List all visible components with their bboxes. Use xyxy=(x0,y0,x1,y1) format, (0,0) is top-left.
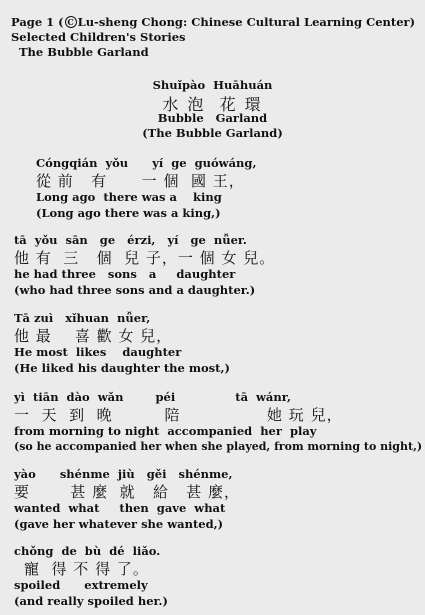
verse-1-gloss: Long ago there was a king xyxy=(36,190,222,204)
copyright-icon: C xyxy=(65,16,77,28)
verse-4-gloss: from morning to night accompanied her play xyxy=(14,424,317,438)
verse-1-chinese: 從 前 有 一 個 國 王， xyxy=(36,172,245,190)
verse-2-pinyin: tā yǒu sān ge érzi, yí ge nǚer. xyxy=(14,233,247,247)
verse-2-translation: (who had three sons and a daughter.) xyxy=(14,283,256,297)
verse-4-pinyin: yì tiān dào wǎn péi tā wánr, xyxy=(14,390,291,404)
story-title-header: The Bubble Garland xyxy=(19,45,149,59)
verse-6-chinese: 寵 得 不 得 了。 xyxy=(24,560,149,578)
verse-3-gloss: He most likes daughter xyxy=(14,345,182,359)
verse-3-translation: (He liked his daughter the most,) xyxy=(14,361,230,375)
verse-6-gloss: spoiled extremely xyxy=(14,578,148,592)
verse-2-gloss: he had three sons a daughter xyxy=(14,267,236,281)
verse-5-translation: (gave her whatever she wanted,) xyxy=(14,517,224,531)
page-label: Page 1 ( xyxy=(11,15,64,29)
collection-title: Selected Children's Stories xyxy=(11,30,186,44)
verse-1-translation: (Long ago there was a king,) xyxy=(36,206,221,220)
verse-1-pinyin: Cóngqián yǒu yí ge guówáng, xyxy=(36,156,257,170)
verse-4-chinese: 一 天 到 晚 陪 她 玩 兒， xyxy=(14,406,343,424)
title-translation: (The Bubble Garland) xyxy=(142,126,283,140)
title-english: Bubble Garland xyxy=(157,111,268,125)
verse-3-pinyin: Tā zuì xǐhuan nǚer, xyxy=(14,311,151,325)
author-center: Lu-sheng Chong: Chinese Cultural Learning Center) xyxy=(77,15,416,29)
title-chinese: 水 泡 花 環 xyxy=(162,95,263,114)
verse-5-gloss: wanted what then gave what xyxy=(14,501,226,515)
verse-4-translation: (so he accompanied her when she played, from morning to night,) xyxy=(14,440,423,453)
page-header-line xyxy=(11,15,415,29)
verse-5-chinese: 要 甚 麼 就 給 甚 麼， xyxy=(14,483,241,501)
verse-6-pinyin: chǒng de bù dé liǎo. xyxy=(14,544,161,558)
verse-6-translation: (and really spoiled her.) xyxy=(14,594,168,608)
verse-5-pinyin: yào shénme jiù gěi shénme, xyxy=(14,467,233,481)
verse-3-chinese: 他 最 喜 歡 女 兒， xyxy=(14,327,173,345)
verse-2-chinese: 他 有 三 個 兒 子，一 個 女 兒。 xyxy=(14,249,276,267)
title-pinyin: Shuǐpào Huāhuán xyxy=(152,78,273,92)
